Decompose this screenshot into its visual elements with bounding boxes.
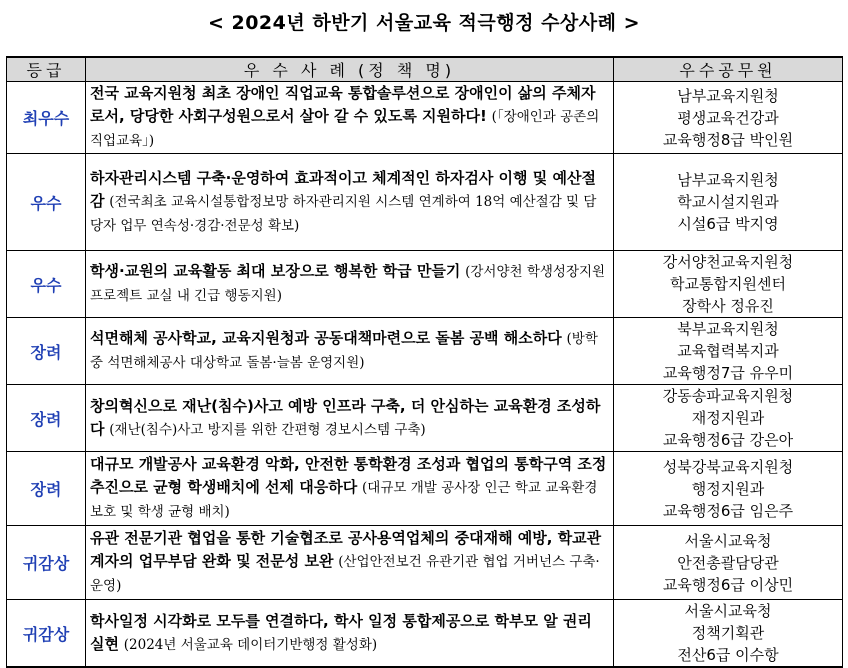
officer-name: 전산6급 이수항	[677, 646, 779, 664]
officer-office: 강서양천교육지원청	[662, 253, 794, 271]
grade-cell: 귀감상	[7, 526, 86, 600]
case-cell	[86, 82, 614, 154]
case-title: 석면해체 공사학교, 교육지원청과 공동대책마련으로 돌봄 공백 해소하다	[90, 329, 562, 347]
case-cell	[86, 251, 614, 318]
table-row	[7, 251, 843, 318]
case-title: 학사일정 시각화로 모두를 연결하다, 학사 일정 통합제공으로 학부모 알 권리 실현	[90, 611, 592, 653]
officer-cell	[614, 452, 843, 526]
officer-department: 평생교육건강과	[677, 108, 779, 127]
table-row	[7, 385, 843, 452]
officer-office: 남부교육지원청	[677, 86, 779, 105]
officer-cell	[614, 385, 843, 452]
case-cell	[86, 526, 614, 600]
table-row	[7, 526, 843, 600]
grade-cell: 장려	[7, 452, 86, 526]
officer-department: 안전총괄담당관	[677, 553, 779, 572]
officer-department: 교육협력복지과	[677, 342, 779, 360]
officer-name: 교육행정6급 임은주	[662, 501, 794, 520]
table-row	[7, 82, 843, 154]
officer-cell	[614, 526, 843, 600]
officer-name: 시설6급 박지영	[677, 215, 779, 233]
officer-office: 북부교육지원청	[677, 320, 779, 338]
case-subtitle: (강서양천 학생성장지원 프로젝트 교실 내 긴급 행동지원)	[90, 264, 606, 304]
case-cell	[86, 318, 614, 385]
grade-cell: 장려	[7, 385, 86, 452]
officer-name: 교육행정8급 박인원	[662, 130, 794, 149]
case-title: 학생·교원의 교육활동 최대 보장으로 행복한 학급 만들기	[90, 262, 461, 280]
case-subtitle: (전국최초 교육시설통합정보망 하자관리지원 시스템 연계하여 18억 예산절감 및 담당자 업무 연속성·경감·전문성 확보)	[90, 193, 597, 234]
header-officer: 우수공무원	[614, 57, 843, 82]
officer-department: 학교시설지원과	[677, 193, 779, 211]
grade-cell: 우수	[7, 154, 86, 251]
case-subtitle: (산업안전보건 유관기관 협업 거버넌스 구축·운영)	[90, 554, 600, 594]
grade-cell: 최우수	[7, 82, 86, 154]
case-subtitle: (재난(침수)사고 방지를 위한 간편형 경보시스템 구축)	[109, 421, 426, 438]
case-subtitle: (「장애인과 공존의 직업교육」)	[90, 109, 600, 149]
officer-cell	[614, 82, 843, 154]
officer-department: 정책기획관	[691, 624, 765, 642]
grade-cell: 장려	[7, 318, 86, 385]
officer-cell	[614, 251, 843, 318]
table-row	[7, 318, 843, 385]
officer-name: 교육행정6급 이상민	[662, 575, 794, 594]
case-cell	[86, 154, 614, 251]
table-header-row	[7, 57, 843, 82]
officer-office: 강동송파교육지원청	[662, 387, 794, 405]
case-subtitle: (방학 중 석면해체공사 대상학교 돌봄·늘봄 운영지원)	[90, 331, 598, 371]
page-title: < 2024년 하반기 서울교육 적극행정 수상사례 >	[207, 12, 641, 34]
case-subtitle: (대규모 개발 공사장 인근 학교 교육환경보호 및 학생 균형 배치)	[90, 480, 598, 520]
header-grade: 등급	[7, 57, 86, 82]
officer-department: 재정지원과	[691, 409, 765, 427]
table-row	[7, 600, 843, 668]
officer-cell	[614, 600, 843, 668]
case-title: 하자관리시스템 구축·운영하여 효과적이고 체계적인 하자검사 이행 및 예산절감	[90, 168, 596, 210]
case-cell	[86, 452, 614, 526]
case-title: 창의혁신으로 재난(침수)사고 예방 인프라 구축, 더 안심하는 교육환경 조성하다	[90, 396, 601, 438]
officer-office: 서울시교육청	[684, 531, 772, 550]
case-subtitle: (2024년 서울교육 데이터기반행정 활성화)	[123, 636, 378, 653]
case-cell	[86, 600, 614, 668]
officer-office: 서울시교육청	[684, 602, 772, 620]
case-title: 유관 전문기관 협업을 통한 기술협조로 공사용역업체의 중대재해 예방, 학교관계자의 업무부담 완화 및 전문성 보완	[90, 529, 602, 570]
case-title: 대규모 개발공사 교육환경 악화, 안전한 통학환경 조성과 협업의 통학구역 조정 추진으로 균형 학생배치에 선제 대응하다	[90, 455, 607, 496]
officer-cell	[614, 154, 843, 251]
table-row	[7, 452, 843, 526]
header-case: 우 수 사 례 (정 책 명)	[86, 57, 614, 82]
table-row	[7, 154, 843, 251]
officer-name: 교육행정6급 강은아	[662, 431, 794, 449]
award-table	[6, 56, 843, 668]
officer-department: 행정지원과	[691, 479, 765, 498]
officer-office: 남부교육지원청	[677, 171, 779, 189]
officer-department: 학교통합지원센터	[670, 275, 786, 293]
officer-name: 장학사 정유진	[682, 297, 774, 315]
grade-cell: 귀감상	[7, 600, 86, 668]
officer-name: 교육행정7급 유우미	[662, 364, 794, 382]
officer-cell	[614, 318, 843, 385]
officer-office: 성북강북교육지원청	[662, 457, 794, 476]
case-title: 전국 교육지원청 최초 장애인 직업교육 통합솔루션으로 장애인이 삶의 주체자로서, 당당한 사회구성원으로서 살아 갈 수 있도록 지원하다!	[90, 84, 596, 125]
grade-cell: 우수	[7, 251, 86, 318]
case-cell	[86, 385, 614, 452]
